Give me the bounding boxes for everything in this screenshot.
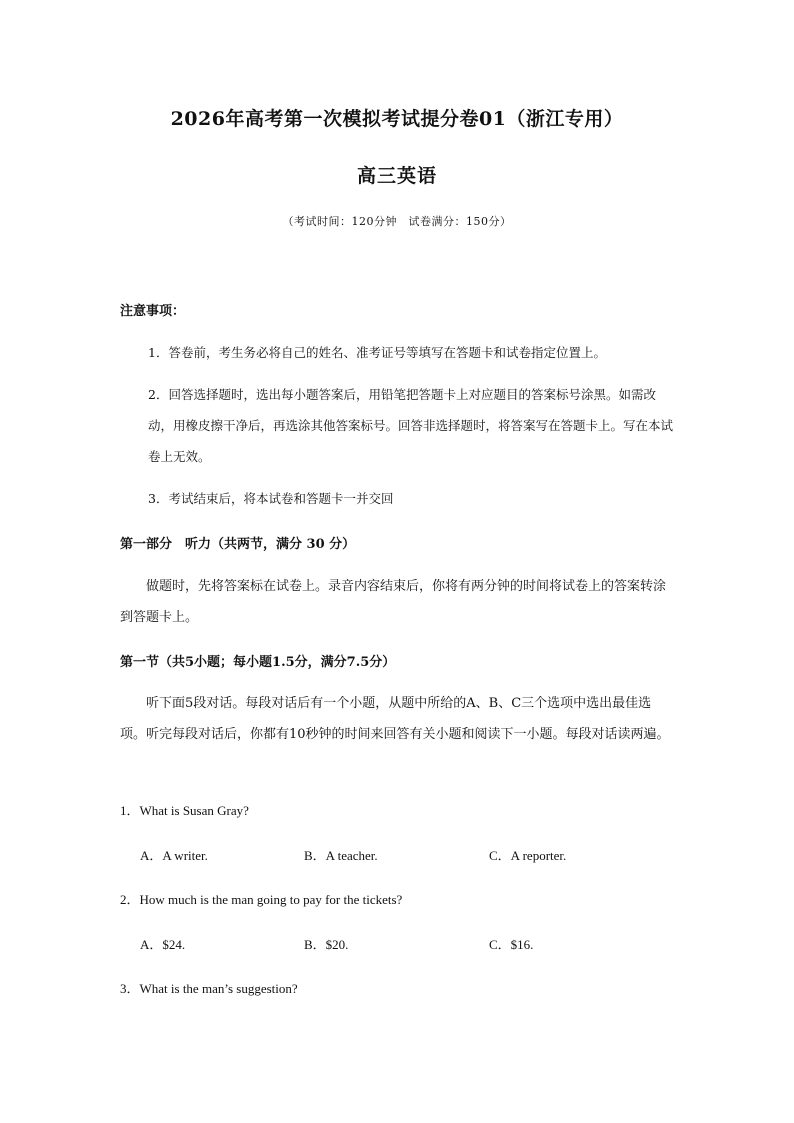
exam-subtitle: 高三英语 [356, 165, 437, 187]
notice-heading: 注意事项： [120, 304, 186, 319]
question-option: C．A reporter. [489, 848, 567, 863]
section1-heading: 第一节（共5小题；每小题1.5分，满分7.5分） [120, 655, 396, 670]
notice-item: 3．考试结束后，将本试卷和答题卡一并交回 [148, 491, 394, 506]
question-option: A．A writer. [140, 848, 208, 863]
part1-instruction: 做题时，先将答案标在试卷上。录音内容结束后，你将有两分钟的时间将试卷上的答案转涂到答题卡上。 [120, 579, 667, 625]
notice-item: 1．答卷前，考生务必将自己的姓名、准考证号等填写在答题卡和试卷指定位置上。 [148, 345, 606, 360]
question-stem: 2．How much is the man going to pay for the tickets? [120, 892, 403, 907]
part1-heading: 第一部分 听力（共两节，满分 30 分） [120, 537, 356, 552]
exam-time-and-score: （考试时间：120分钟 试卷满分：150分） [282, 215, 512, 228]
question-option: A．$24. [140, 937, 186, 952]
question-option: B．$20. [304, 937, 349, 952]
question-stem: 3．What is the man’s suggestion? [120, 981, 298, 996]
question-option: C．$16. [489, 937, 534, 952]
exam-title: 2026年高考第一次模拟考试提分卷01（浙江专用） [170, 108, 624, 130]
question-option: B．A teacher. [304, 848, 378, 863]
notice-item: 2．回答选择题时，选出每小题答案后，用铅笔把答题卡上对应题目的答案标号涂黑。如需改动，用橡皮擦干净后，再选涂其他答案标号。回答非选择题时，将答案写在答题卡上。写在本试卷上无效。 [148, 387, 674, 464]
question-stem: 1．What is Susan Gray? [120, 803, 249, 818]
section1-instruction: 听下面5段对话。每段对话后有一个小题，从题中所给的A、B、C三个选项中选出最佳选项。听完每段对话后，你都有10秒钟的时间来回答有关小题和阅读下一小题。每段对话读两遍。 [120, 696, 670, 742]
